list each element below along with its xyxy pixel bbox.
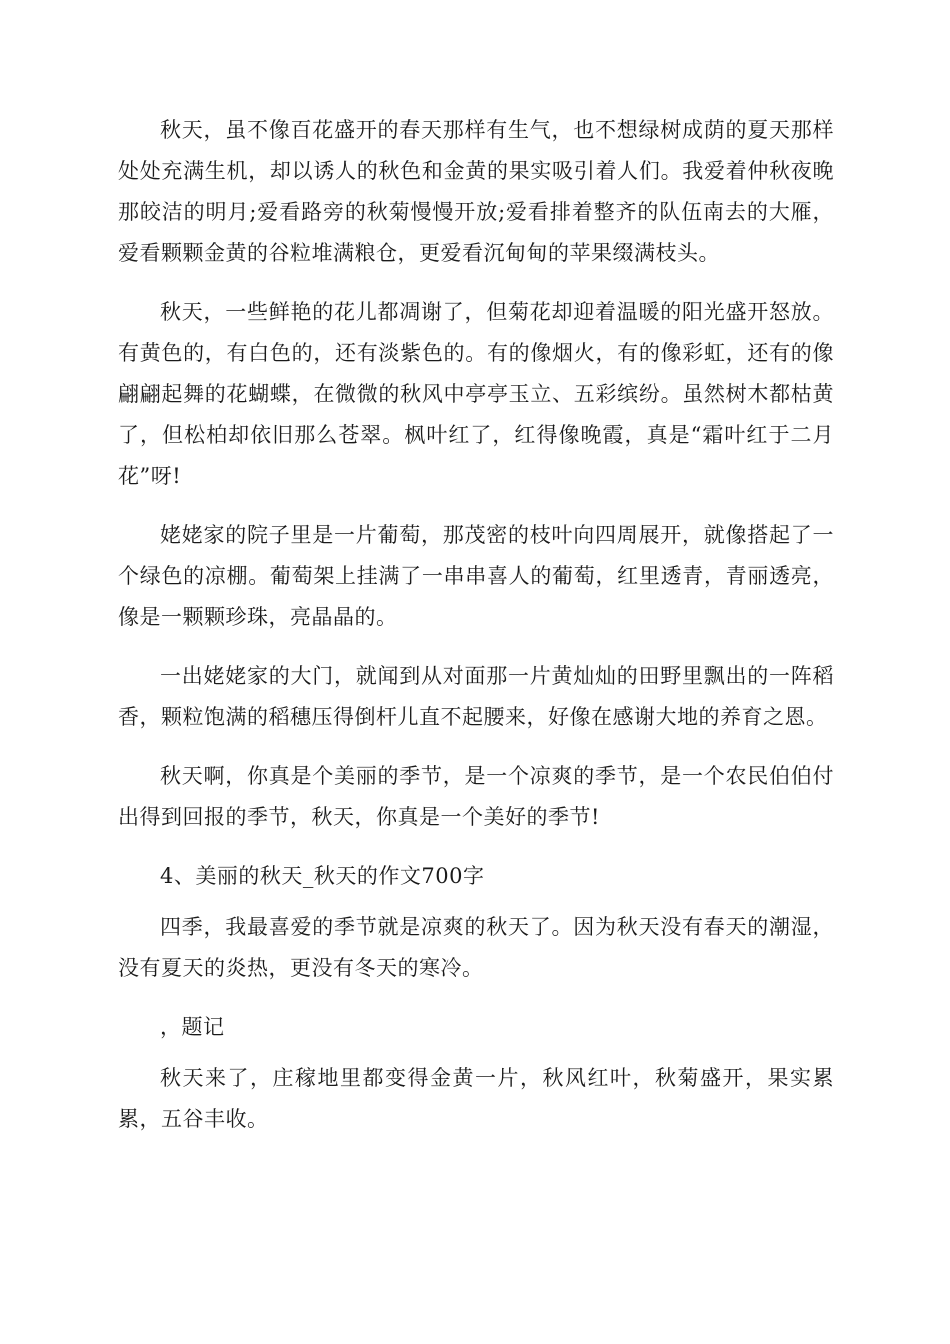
paragraph-four-seasons: 四季，我最喜爱的季节就是凉爽的秋天了。因为秋天没有春天的潮湿，没有夏天的炎热，更没有冬天的寒冷。	[118, 915, 834, 980]
epigraph-note: ，题记	[160, 1015, 225, 1039]
document-body	[118, 110, 834, 1158]
paragraph-conclusion: 秋天啊，你真是个美丽的季节，是一个凉爽的季节，是一个农民伯伯付出得到回报的季节，秋天，你真是一个美好的季节!	[118, 764, 834, 829]
paragraph-rice-field: 一出姥姥家的大门，就闻到从对面那一片黄灿灿的田野里飘出的一阵稻香，颗粒饱满的稻穗压得倒杆儿直不起腰来，好像在感谢大地的养育之恩。	[118, 664, 834, 729]
paragraph-autumn-intro: 秋天，虽不像百花盛开的春天那样有生气，也不想绿树成荫的夏天那样处处充满生机，却以诱人的秋色和金黄的果实吸引着人们。我爱着仲秋夜晚那皎洁的明月;爱看路旁的秋菊慢慢开放;爱看排着整齐的队伍南去的大雁，爱看颗颗金黄的谷粒堆满粮仓，更爱看沉甸甸的苹果缀满枝头。	[118, 118, 834, 265]
section-heading: 4、美丽的秋天_秋天的作文700字	[160, 864, 485, 888]
paragraph-harvest: 秋天来了，庄稼地里都变得金黄一片，秋风红叶，秋菊盛开，果实累累，五谷丰收。	[118, 1066, 834, 1131]
paragraph-chrysanthemum: 秋天，一些鲜艳的花儿都凋谢了，但菊花却迎着温暖的阳光盛开怒放。有黄色的，有白色的，还有淡紫色的。有的像烟火，有的像彩虹，还有的像翩翩起舞的花蝴蝶，在微微的秋风中亭亭玉立、五彩缤纷。虽然树木都枯黄了，但松柏却依旧那么苍翠。枫叶红了，红得像晚霞，真是“霜叶红于二月花”呀!	[118, 300, 834, 488]
paragraph-grapes: 姥姥家的院子里是一片葡萄，那茂密的枝叶向四周展开，就像搭起了一个绿色的凉棚。葡萄架上挂满了一串串喜人的葡萄，红里透青，青丽透亮，像是一颗颗珍珠，亮晶晶的。	[118, 523, 834, 629]
